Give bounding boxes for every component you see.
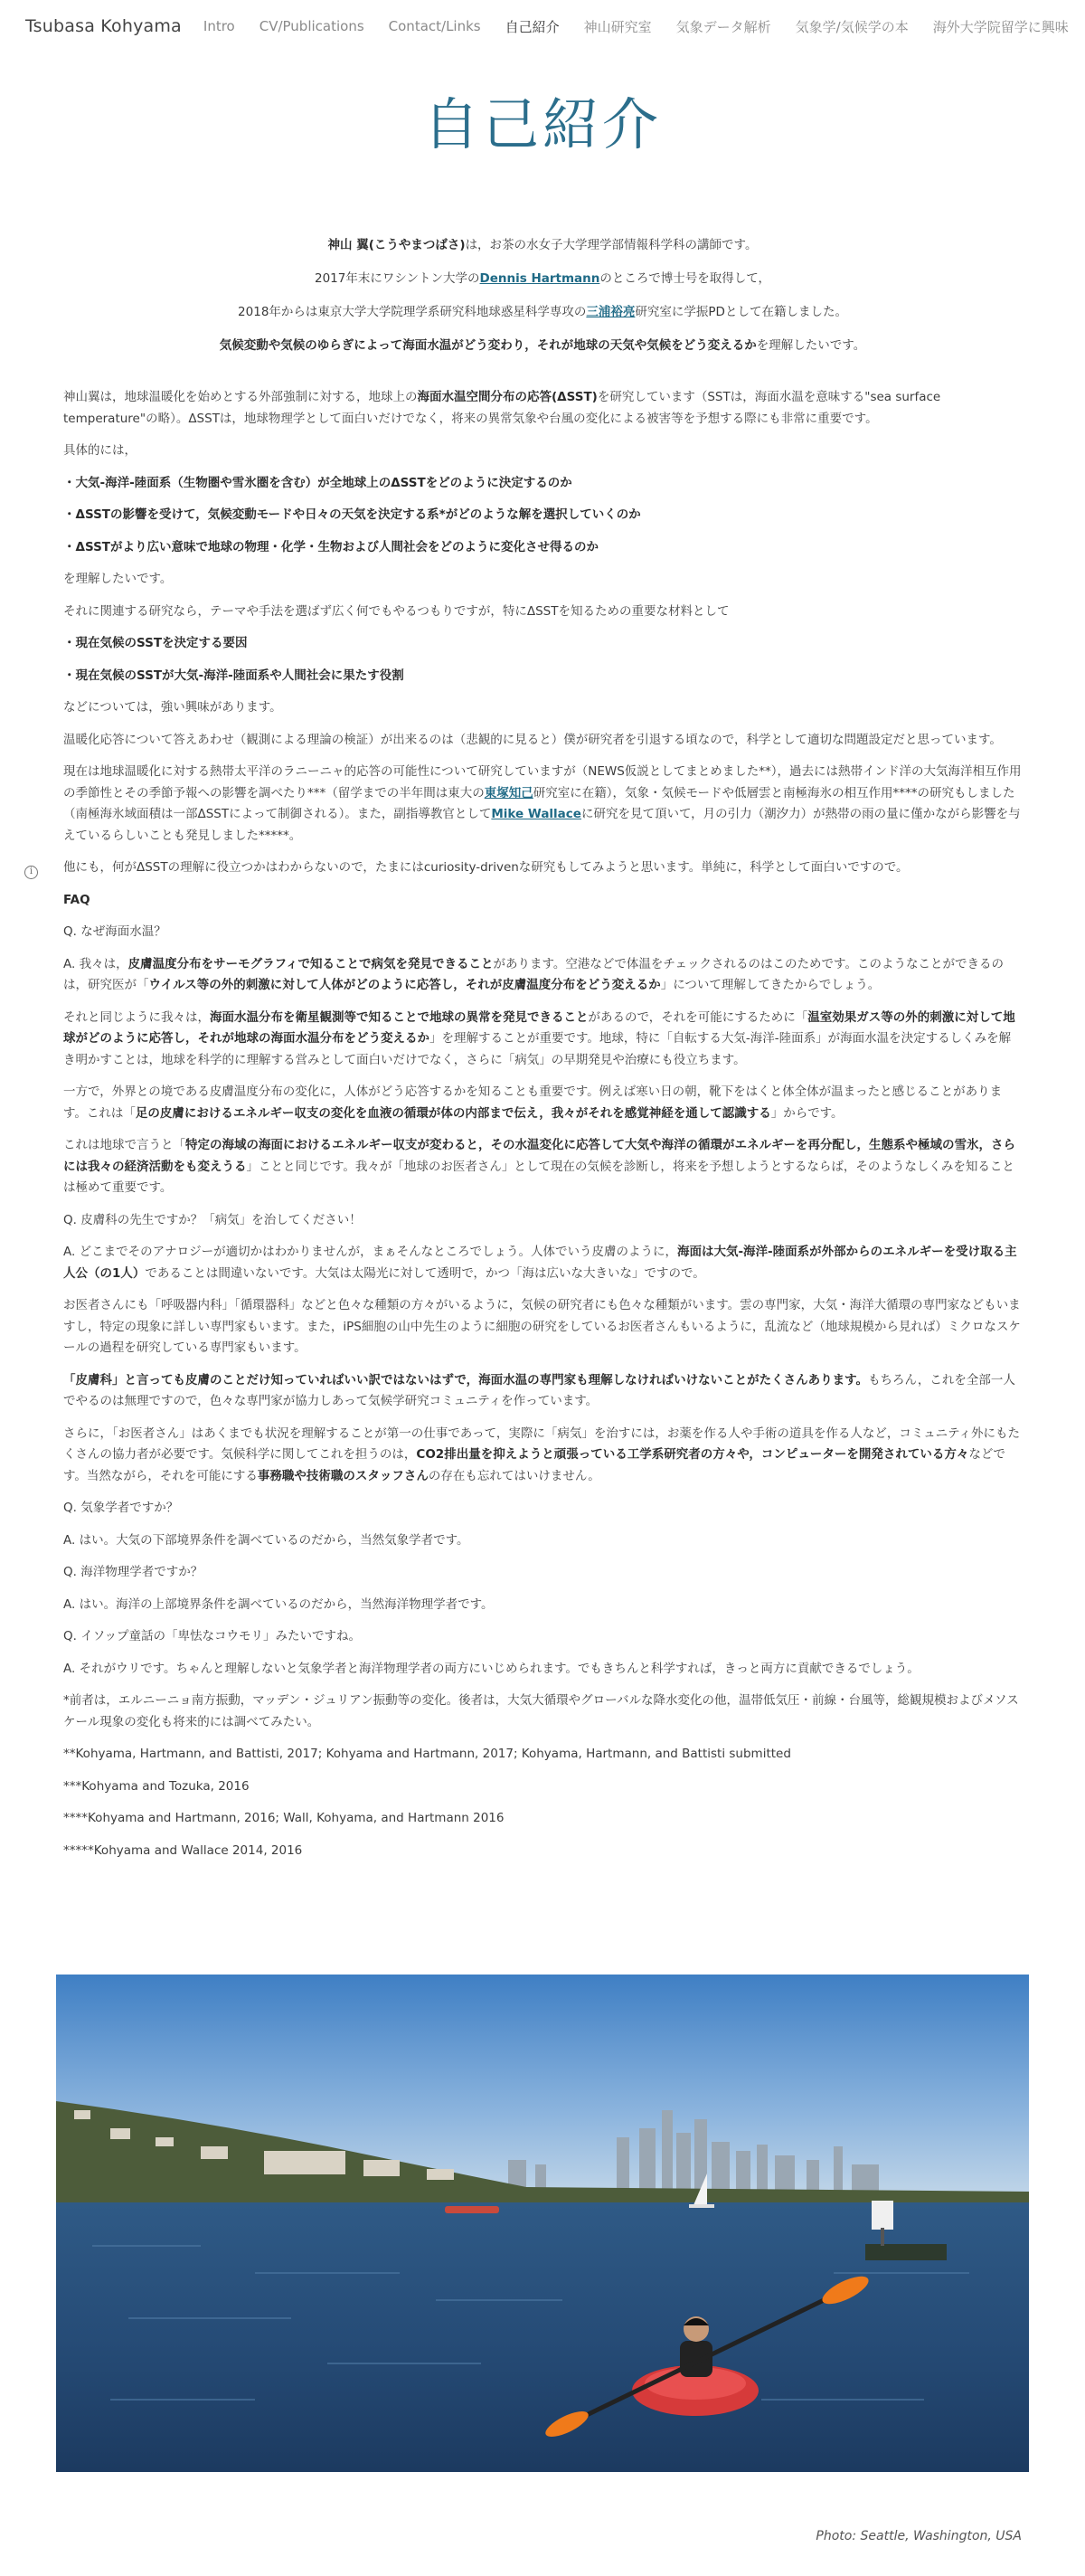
text: 」ことと同じです。我々が「地球のお医者さん」として現在の気候を診断し，将来を予想しようとするならば，そのようなしくみを知ることは極めて重要です。 [63,1159,1014,1195]
intro-line-4 [0,329,1085,363]
nav-weather-data-analysis[interactable]: 気象データ解析 [675,18,771,35]
bullet-item: ・ΔSSTの影響を受けて，気候変動モードや日々の天気を決定する系*がどのような解を選択していくのか [63,507,641,522]
bullet-item: ・現在気候のSSTを決定する要因 [63,636,248,650]
text: 現在は地球温暖化に対する熱帯太平洋のラニーニャ的応答の可能性について研究していますが（NEWS仮説としてまとめました**），過去には熱帯インド洋の大気海洋相互作用の季節性とその季節予報への影響を調べたり***（留学までの半年間は東大の [63,764,1022,800]
text: 」について理解してきたからでしょう。 [660,978,881,992]
text: であることは間違いないです。大気は太陽光に対して透明で，かつ「海は広いな大きいな」ですので。 [145,1265,705,1281]
text: を研究しています（SSTは，海面水温を意味する"sea surface temperature"の略）。ΔSSTは，地球物理学として面白いだけでなく，将来の異常気象や台風の変化による被害等を予想する際にも非常に重要です。 [63,390,941,426]
text: 研究室に在籍），気象・気候モードや低層雲と南極海氷の相互作用****の研究もしました（南極海氷域面積は一部ΔSSTによって制御される）。また，副指導教官として [63,785,1015,821]
intro-line-3-post: 研究室に学振PDとして在籍しました。 [635,305,847,319]
text-bold: 温室効果ガス等の外的刺激に対して地球がどのように応答し，それが地球の海面水温分布をどう変えるか [63,1009,1015,1046]
faq-question: Q. なぜ海面水温？ [63,924,166,939]
nav-study-abroad[interactable]: 海外大学院留学に興味 [932,18,1069,35]
faq-answer [63,1008,1022,1072]
paragraph: 他にも，何がΔSSTの理解に役立つかはわからないので，たまにはcuriosity-drivenな研究もしてみようと思います。単純に，科学として面白いですので。 [63,860,909,875]
text-bold: 海面水温分布を衛星観測等で知ることで地球の異常を発見できること [210,1009,589,1025]
seattle-kayak-photo [56,1975,1029,2472]
text-bold: 「皮膚科」と言っても皮膚のことだけ知っていればいい訳ではないはずで，海面水温の専門家も理解しなければいけないことがたくさんあります。 [63,1372,869,1387]
link-mike-wallace[interactable]: Mike Wallace [491,807,581,821]
intro-line-2-post: のところで博士号を取得して， [599,271,770,286]
nav-intro[interactable]: Intro [203,18,235,34]
paragraph [63,387,1022,430]
footnote: *前者は，エルニーニョ南方振動，マッデン・ジュリアン振動等の変化。後者は，大気大循環やグローバルな降水変化の他，温帯低気圧・前線・台風等，総観規模およびメソスケール現象の変化も将来的には調べてみたい。 [63,1693,1019,1729]
text: もちろん，これを全部一人でやるのは無理ですので，色々な専門家が協力しあって気候学研究コミュニティを作っています。 [63,1372,1015,1408]
link-tozuka[interactable]: 東塚知己 [484,785,533,800]
intro-section [0,229,1085,363]
paragraph: 具体的には， [63,443,137,458]
text: それと同じように我々は， [63,1009,210,1025]
faq-heading: FAQ [63,892,90,907]
text: A. 我々は， [63,956,128,971]
photo-caption: Photo: Seattle, Washington, USA [816,2529,1022,2543]
buoy-platform [865,2244,947,2260]
intro-line-2 [0,262,1085,296]
faq-answer [63,1135,1022,1199]
intro-line-4-rest: を理解したいです。 [756,338,866,353]
faq-answer [63,1082,1022,1124]
photo-illustration [56,1975,1029,2472]
footnote: ****Kohyama and Hartmann, 2016; Wall, Kohyama, and Hartmann 2016 [63,1811,505,1825]
paragraph: を理解したいです。 [63,572,173,586]
link-dennis-hartmann[interactable]: Dennis Hartmann [479,271,600,286]
faq-answer [63,1424,1022,1488]
paragraph [63,762,1022,847]
footnote: *****Kohyama and Wallace 2014, 2016 [63,1842,303,1858]
intro-line-2-pre: 2017年末にワシントン大学の [314,271,480,286]
site-title[interactable]: Tsubasa Kohyama [25,16,182,36]
faq-question: Q. イソップ童話の「卑怯なコウモリ」みたいですね。 [63,1629,362,1643]
link-miura[interactable]: 三浦裕亮 [586,305,636,319]
faq-answer [63,1242,1022,1284]
nav-books[interactable]: 気象学/気候学の本 [795,18,909,35]
intro-line-3 [0,296,1085,329]
faq-answer: A. それがウリです。ちゃんと理解しないと気象学者と海洋物理学者の両方にいじめられます。でもきちんと科学すれば，きっと両方に貢献できるでしょう。 [63,1661,920,1676]
footnote: ***Kohyama and Tozuka, 2016 [63,1778,250,1794]
buoy-sign [872,2201,893,2230]
paragraph: 温暖化応答について答えあわせ（観測による理論の検証）が出来るのは（悲観的に見ると）僕が研究者を引退する頃なので，科学として適切な問題設定だと思っています。 [63,732,1002,747]
nav-lab[interactable]: 神山研究室 [583,18,652,35]
text-bold: 足の皮膚におけるエネルギー収支の変化を血液の循環が体の内部まで伝え，我々がそれを感覚神経を通して認識する [135,1105,771,1121]
faq-question: Q. 皮膚科の先生ですか？「病気」を治してください！ [63,1212,362,1227]
text: これは地球で言うと「 [63,1138,185,1152]
faq-question: Q. 海洋物理学者ですか？ [63,1565,203,1579]
nav-self-introduction[interactable]: 自己紹介 [505,18,560,35]
faq-answer: お医者さんにも「呼吸器内科」「循環器科」などと色々な種類の方々がいるように，気候の研究者にも色々な種類がいます。雲の専門家，大気・海洋大循環の専門家などもいますし，特定の現象に詳しい専門家もいます。また，iPS細胞の山中先生のように細胞の研究をしているお医者さんもいるように，乱流など（地球規模から見れば）ミクロなスケールの過程を研究している専門家もいます。 [63,1298,1021,1355]
bullet-item: ・ΔSSTがより広い意味で地球の物理・化学・生物および人間社会をどのように変化させ得るのか [63,539,599,554]
text: 」からです。 [770,1105,844,1121]
faq-answer: A. はい。海洋の上部境界条件を調べているのだから，当然海洋物理学者です。 [63,1596,494,1612]
paragraph: などについては，強い興味があります。 [63,700,282,715]
intro-line-4-bold: 気候変動や気候のゆらぎによって海面水温がどう変わり，それが地球の天気や気候をどう変えるか [219,338,757,353]
intro-line-1-text: は，お茶の水女子大学理学部情報科学科の講師です。 [465,238,758,252]
intro-line-1 [0,229,1085,262]
bullet-item: ・現在気候のSSTが大気-海洋-陸面系や人間社会に果たす役割 [63,668,404,683]
text-bold: 皮膚温度分布をサーモグラフィで知ることで病気を発見できること [127,956,494,971]
motorboat [445,2206,499,2213]
text: の存在も忘れてはいけません。 [428,1468,600,1483]
text: 一方で，外界との境である皮膚温度分布の変化に，人体がどう応答するかを知ることも重要です。例えば寒い日の朝，靴下をはくと体全体が温まったと感じることがあります。これは「 [63,1084,1003,1121]
text: などです。当然ながら，それを可能にする [63,1447,1005,1483]
text-bold: 事務職や技術職のスタッフさん [257,1468,429,1483]
text: さらに，「お医者さん」はあくまでも状況を理解することが第一の仕事であって，実際に「病気」を治すには，お薬を作る人や手術の道具を作る人など，コミュニティ外にもたくさんの協力者が必要です。気候科学に関してこれを担うのは， [63,1425,1020,1462]
paragraph: それに関連する研究なら，テーマや手法を選ばず広く何でもやるつもりですが，特にΔSSTを知るための重要な材料として [63,603,730,619]
faq-answer [63,954,1022,997]
text: A. どこまでそのアナロジーが適切かはわかりませんが，まぁそんなところでしょう。人体でいう皮膚のように， [63,1245,677,1259]
intro-name: 神山 翼(こうやまつばさ) [327,238,466,252]
text-bold: ウイルス等の外的刺激に対して人体がどのように応答し，それが皮膚温度分布をどう変えるか [148,978,661,992]
faq-answer [63,1370,1022,1413]
text-bold: CO2排出量を抑えようと頑張っている工学系研究者の方々や，コンピューターを開発されている方々 [416,1447,969,1462]
bullet-item: ・大気-海洋-陸面系（生物圏や雪氷圏を含む）が全地球上のΔSSTをどのように決定するのか [63,475,572,490]
footnote: **Kohyama, Hartmann, and Battisti, 2017; Kohyama and Hartmann, 2017; Kohyama, Hartmann, and Battisti submitted [63,1747,791,1761]
nav-cv-publications[interactable]: CV/Publications [259,18,364,34]
intro-line-3-pre: 2018年からは東京大学大学院理学系研究科地球惑星科学専攻の [238,305,587,319]
nav-contact-links[interactable]: Contact/Links [388,18,481,34]
text: 」を理解することが重要です。地球，特に「自転する大気-海洋-陸面系」が海面水温を決定するしくみを解き明かすことは，地球を科学的に理解する営みとして面白いだけでなく，さらに「病気」の早期発見や治療にも役立ちます。 [63,1031,1012,1067]
text: 神山翼は，地球温暖化を始めとする外部強制に対する，地球上の [63,390,418,404]
main-content [63,387,1022,1872]
faq-answer: A. はい。大気の下部境界条件を調べているのだから，当然気象学者です。 [63,1532,469,1548]
text-bold: 海面は大気-海洋-陸面系が外部からのエネルギーを受け取る主人公（の1人） [63,1245,1017,1281]
text-bold: 海面水温空間分布の応答(ΔSST) [417,390,598,404]
text: があるので，それを可能にするために「 [588,1009,808,1025]
text-bold: 特定の海域の海面におけるエネルギー収支が変わると，その水温変化に応答して大気や海洋の循環がエネルギーを再分配し，生態系や極域の雪氷，さらには我々の経済活動をも変えうる [63,1138,1015,1174]
text: に研究を見て頂いて，月の引力（潮汐力）が熱帯の雨の量に僅かながら影響を与えているらしいことも発見しました*****。 [63,807,1021,843]
page-title: 自己紹介 [422,91,662,157]
top-navigation [0,0,1085,52]
text: があります。空港などで体温をチェックされるのはこのためです。このようなことができるのは，研究医が「 [63,956,1004,992]
faq-question: Q. 気象学者ですか？ [63,1501,179,1515]
info-icon[interactable]: i [24,866,38,879]
